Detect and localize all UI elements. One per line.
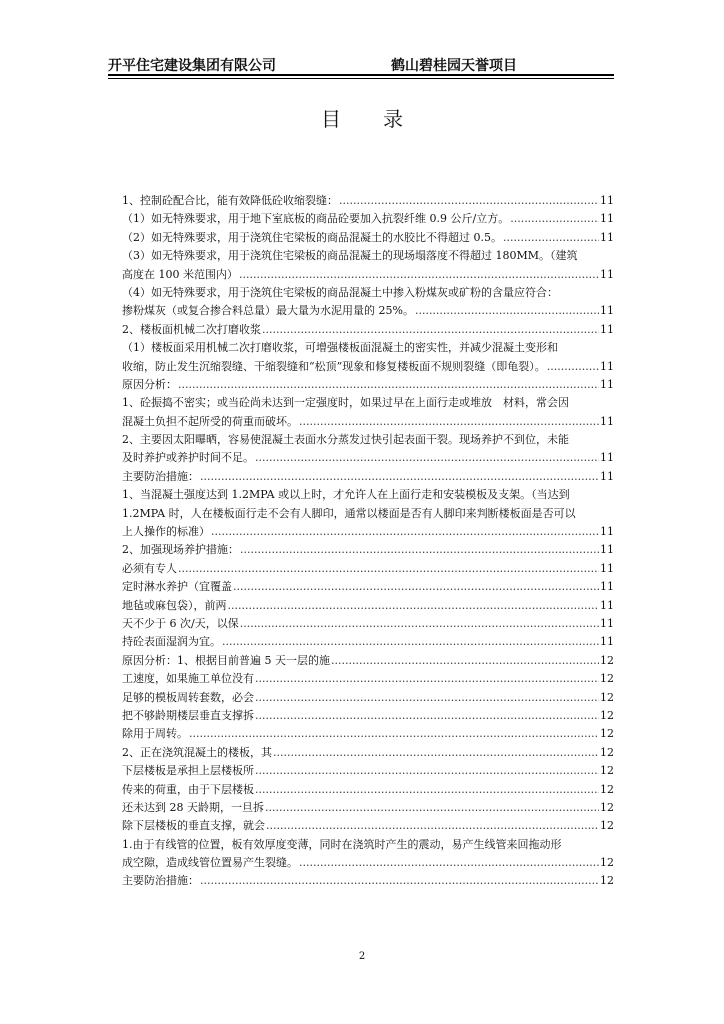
toc-dot-leader: [200, 468, 599, 486]
toc-entry-text: 1、砼振捣不密实；或当砼尚未达到一定强度时，如果过早在上面行走或堆放 材料，常会因: [122, 396, 569, 410]
toc-dot-leader: [178, 376, 599, 394]
toc-entry-text: 把不够龄期楼层垂直支撑拆: [122, 708, 254, 722]
page-header: [108, 55, 614, 73]
toc-entry[interactable]: [122, 358, 614, 376]
toc-page-number: 12: [600, 874, 614, 888]
toc-entry-text: 还未达到 28 天龄期，一旦拆: [122, 800, 264, 814]
toc-dot-leader: [228, 597, 600, 615]
toc-entry-text: 工速度，如果施工单位没有: [122, 672, 254, 686]
toc-page-number: 11: [600, 616, 614, 630]
toc-entry[interactable]: [122, 523, 614, 541]
toc-entry[interactable]: [122, 670, 614, 688]
toc-entry[interactable]: [122, 633, 614, 651]
toc-page-number: 12: [600, 672, 614, 686]
toc-entry-text: 必须有专人: [122, 561, 177, 575]
toc-dot-leader: [503, 229, 599, 247]
table-of-contents: [122, 192, 614, 891]
toc-page-number: 11: [600, 580, 614, 594]
toc-entry[interactable]: [122, 707, 614, 725]
toc-entry[interactable]: [122, 505, 614, 523]
page-number: 2: [358, 951, 366, 962]
toc-entry-text: 地毡或麻包袋），前两: [122, 598, 227, 612]
toc-entry-text: 1.由于有线管的位置，板有效厚度变薄，同时在浇筑时产生的震动，易产生线管来回拖动形: [122, 837, 562, 851]
toc-entry[interactable]: [122, 854, 614, 872]
toc-entry-text: （3）如无特殊要求，用于浇筑住宅梁板的商品混凝土的现场塌落度不得超过 180MM。（建筑: [122, 249, 578, 263]
toc-entry-text: 混凝土负担不起所受的荷重而破坏。: [122, 414, 298, 428]
toc-entry-text: 定时淋水养护（宜覆盖: [122, 580, 232, 594]
toc-entry-text: 2、楼板面机械二次打磨收浆: [122, 322, 261, 336]
toc-dot-leader: [189, 725, 599, 743]
toc-page-number: 12: [600, 690, 614, 704]
toc-dot-leader: [233, 578, 599, 596]
toc-entry-text: 高度在 100 米范围内）: [122, 267, 238, 281]
toc-entry-text: 及时养护或养护时间不足。: [122, 451, 254, 465]
toc-entry-text: 成空隙，造成线管位置易产生裂缝。: [122, 856, 298, 870]
toc-entry[interactable]: [122, 781, 614, 799]
toc-entry-text: 主要防治措施：: [122, 469, 199, 483]
toc-page-number: 12: [600, 653, 614, 667]
toc-page-number: 11: [600, 212, 614, 226]
toc-entry-text: 1.2MPA 时，人在楼板面行走不会有人脚印，通常以楼面是否有人脚印来判断楼板面是否可以: [122, 506, 576, 520]
toc-entry[interactable]: [122, 284, 614, 302]
toc-entry[interactable]: [122, 210, 614, 228]
toc-entry[interactable]: [122, 817, 614, 835]
toc-entry[interactable]: [122, 725, 614, 743]
toc-dot-leader: [547, 358, 599, 376]
toc-entry-text: 2、正在浇筑混凝土的楼板，其: [122, 745, 272, 759]
toc-page-number: 12: [600, 856, 614, 870]
toc-entry[interactable]: [122, 486, 614, 504]
toc-entry[interactable]: [122, 689, 614, 707]
toc-entry[interactable]: [122, 872, 614, 890]
toc-dot-leader: [240, 541, 599, 559]
toc-entry-text: 足够的模板周转套数，必会: [122, 690, 254, 704]
toc-page-number: 12: [600, 782, 614, 796]
toc-entry[interactable]: [122, 836, 614, 854]
toc-entry-text: （4）如无特殊要求，用于浇筑住宅梁板的商品混凝土中掺入粉煤灰或矿粉的含量应符合：: [122, 285, 558, 299]
toc-entry-text: 原因分析：1、根据目前普遍 5 天一层的施: [122, 653, 330, 667]
toc-page-number: 12: [600, 727, 614, 741]
toc-entry-text: 2、加强现场养护措施：: [122, 543, 239, 557]
toc-entry-text: 传来的荷重，由于下层楼板: [122, 782, 254, 796]
toc-dot-leader: [255, 781, 599, 799]
toc-dot-leader: [299, 413, 599, 431]
toc-dot-leader: [339, 192, 599, 210]
toc-entry[interactable]: [122, 266, 614, 284]
toc-entry[interactable]: [122, 541, 614, 559]
toc-entry[interactable]: [122, 394, 614, 412]
toc-entry[interactable]: [122, 247, 614, 265]
toc-dot-leader: [200, 872, 599, 890]
toc-dot-leader: [255, 689, 599, 707]
toc-entry-text: 持砼表面湿润为宜。: [122, 635, 221, 649]
toc-entry[interactable]: [122, 652, 614, 670]
toc-dot-leader: [255, 762, 599, 780]
toc-entry[interactable]: [122, 376, 614, 394]
toc-entry[interactable]: [122, 413, 614, 431]
toc-entry[interactable]: [122, 339, 614, 357]
toc-entry-text: 1、控制砼配合比，能有效降低砼收缩裂缝：: [122, 194, 338, 207]
toc-entry-text: 上人操作的标准）: [122, 525, 210, 539]
toc-page-number: 12: [600, 819, 614, 833]
toc-entry-text: （1）楼板面采用机械二次打磨收浆，可增强楼板面混凝土的密实性，并减少混凝土变形和: [122, 341, 558, 355]
toc-page-number: 11: [600, 635, 614, 649]
toc-entry[interactable]: [122, 597, 614, 615]
toc-page-number: 12: [600, 708, 614, 722]
toc-page-number: 11: [600, 322, 614, 336]
header-rule-thin: [108, 78, 614, 79]
toc-dot-leader: [240, 615, 599, 633]
toc-dot-leader: [331, 652, 599, 670]
page-title: 目录: [321, 107, 445, 131]
toc-dot-leader: [239, 266, 599, 284]
toc-entry[interactable]: [122, 321, 614, 339]
toc-entry[interactable]: [122, 431, 614, 449]
toc-entry[interactable]: [122, 449, 614, 467]
toc-dot-leader: [273, 744, 599, 762]
toc-entry[interactable]: [122, 302, 614, 320]
toc-entry[interactable]: [122, 560, 614, 578]
toc-entry-text: 主要防治措施：: [122, 874, 199, 888]
toc-page-number: 11: [600, 469, 614, 483]
toc-page-number: 12: [600, 745, 614, 759]
toc-entry-text: （1）如无特殊要求，用于地下室底板的商品砼要加入抗裂纤维 0.9 公斤/立方。: [122, 212, 510, 226]
toc-page-number: 12: [600, 800, 614, 814]
toc-dot-leader: [299, 854, 599, 872]
toc-dot-leader: [211, 523, 599, 541]
toc-page-number: 11: [600, 359, 614, 373]
toc-entry[interactable]: [122, 578, 614, 596]
toc-dot-leader: [255, 449, 599, 467]
toc-page-number: 11: [600, 377, 614, 391]
toc-page-number: 11: [600, 194, 614, 207]
toc-entry[interactable]: [122, 762, 614, 780]
project-name: 鹤山碧桂园天誉项目: [391, 58, 517, 74]
toc-entry-text: 除下层楼板的垂直支撑，就会: [122, 819, 265, 833]
toc-entry-text: 下层楼板是承担上层楼板所: [122, 764, 254, 778]
toc-page-number: 11: [600, 451, 614, 465]
toc-dot-leader: [265, 799, 599, 817]
toc-dot-leader: [415, 302, 599, 320]
toc-dot-leader: [178, 560, 599, 578]
toc-entry-text: 原因分析：: [122, 377, 177, 391]
toc-page-number: 11: [600, 598, 614, 612]
toc-page-number: 11: [600, 414, 614, 428]
toc-entry-text: 天不少于 6 次/天，以保: [122, 616, 239, 630]
toc-page-number: 12: [600, 764, 614, 778]
toc-entry[interactable]: [122, 192, 614, 210]
toc-page-number: 11: [600, 304, 614, 318]
toc-entry[interactable]: [122, 468, 614, 486]
toc-page-number: 11: [600, 525, 614, 539]
toc-dot-leader: [510, 210, 599, 228]
toc-entry[interactable]: [122, 744, 614, 762]
toc-entry-text: 除用于周转。: [122, 727, 188, 741]
toc-page-number: 11: [600, 267, 614, 281]
toc-dot-leader: [255, 670, 599, 688]
toc-dot-leader: [262, 321, 599, 339]
toc-entry-text: 2、主要因太阳曝晒，容易使混凝土表面水分蒸发过快引起表面干裂。现场养护不到位，未能: [122, 433, 569, 447]
toc-page-number: 11: [600, 561, 614, 575]
toc-entry-text: 掺粉煤灰（或复合掺合料总量）最大量为水泥用量的 25%。: [122, 304, 414, 318]
toc-entry[interactable]: [122, 615, 614, 633]
toc-page-number: 11: [600, 543, 614, 557]
toc-dot-leader: [266, 817, 599, 835]
toc-entry-text: 收缩，防止发生沉缩裂缝、干缩裂缝和“松顶”现象和修复楼板面不规则裂缝（即龟裂）。: [122, 359, 546, 373]
toc-entry[interactable]: [122, 799, 614, 817]
toc-page-number: 11: [600, 230, 614, 244]
toc-entry-text: （2）如无特殊要求，用于浇筑住宅梁板的商品混凝土的水胶比不得超过 0.5。: [122, 230, 502, 244]
toc-dot-leader: [222, 633, 599, 651]
header-rule-thick: [108, 74, 614, 76]
company-name: 开平住宅建设集团有限公司: [108, 58, 276, 74]
toc-entry[interactable]: [122, 229, 614, 247]
toc-dot-leader: [255, 707, 599, 725]
toc-entry-text: 1、当混凝土强度达到 1.2MPA 或以上时，才允许人在上面行走和安装模板及支架。（当达到: [122, 488, 570, 502]
